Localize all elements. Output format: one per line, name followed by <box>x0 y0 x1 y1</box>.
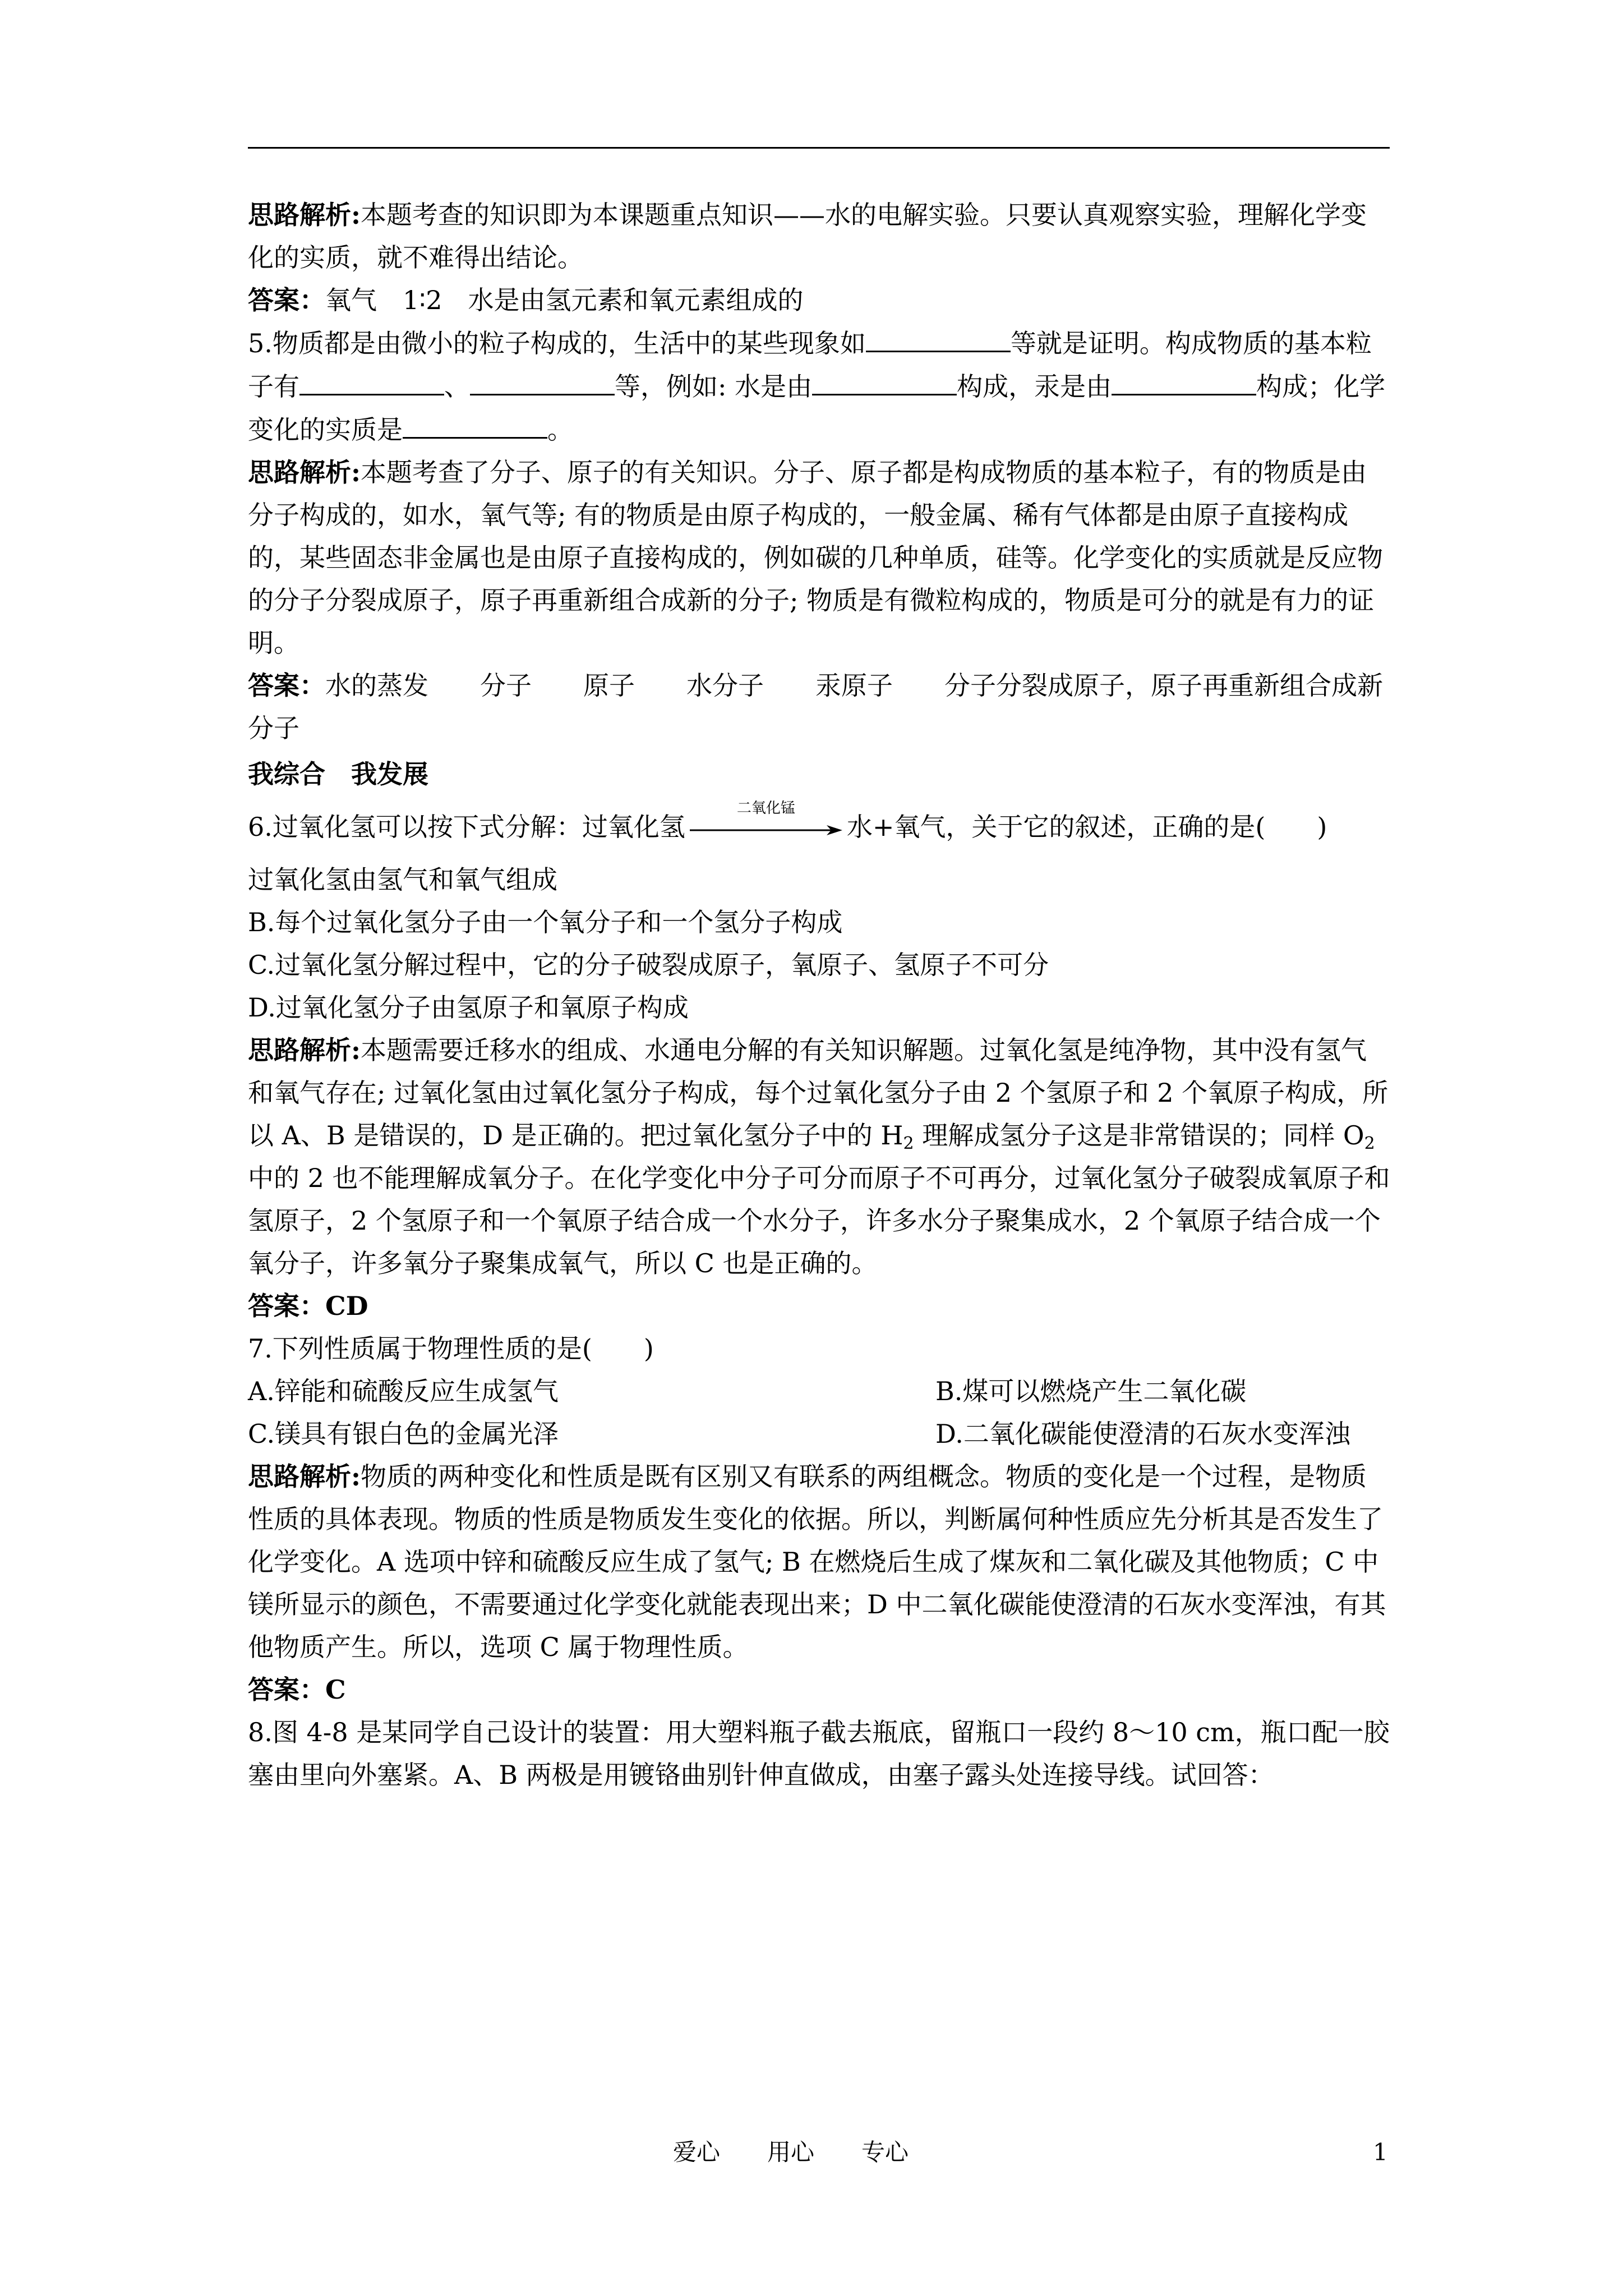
answer-value: 水分子 <box>686 670 764 701</box>
q5-text: 等就是证明。构成物质的基本粒子有 <box>248 328 1372 402</box>
q8-stem: 8.图 4-8 是某同学自己设计的装置：用大塑料瓶子截去瓶底，留瓶口一段约 8～10 cm，瓶口配一胶塞由里向外塞紧。A、B 两极是用镀铬曲别针伸直做成，由塞子露头处连接导线。试回答： <box>248 1717 1390 1790</box>
q7-stem: 7.下列性质属于物理性质的是( ) <box>248 1333 654 1364</box>
section-title: 我综合 我发展 <box>248 759 428 789</box>
answer-value: 1∶2 <box>403 285 442 315</box>
analysis-text: 本题考查了分子、原子的有关知识。分子、原子都是构成物质的基本粒子，有的物质是由分子构成的，如水，氧气等; 有的物质是由原子构成的，一般金属、稀有气体都是由原子直接构成的，某些固态非金属也是由原子直接构成的，例如碳的几种单质，硅等。化学变化的实质就是反应物的分子分裂成原子，原子再重新组合成新的分子; 物质是有微粒构成的，物质是可分的就是有力的证明。 <box>248 457 1383 658</box>
arrow-icon <box>689 823 843 837</box>
q7-analysis <box>248 1455 1392 1668</box>
q5-text: 5.物质都是由微小的粒子构成的，生活中的某些现象如 <box>248 328 866 358</box>
answer-value: 水是由氢元素和氧元素组成的 <box>468 285 804 315</box>
page-number: 1 <box>1373 2138 1388 2166</box>
q7-options-row <box>248 1370 1392 1412</box>
q7-option-b: B.煤可以燃烧产生二氧化碳 <box>935 1376 1247 1406</box>
fill-blank <box>1112 365 1256 395</box>
answer-label: 答案： <box>248 285 325 315</box>
q6-text: 水+氧气，关于它的叙述，正确的是( ) <box>846 812 1327 842</box>
footer-slogan: 爱心 用心 专心 <box>673 2138 909 2166</box>
analysis-label: 思路解析: <box>248 200 361 230</box>
reaction-arrow <box>689 800 843 841</box>
q6-text: 6.过氧化氢可以按下式分解：过氧化氢 <box>248 812 685 842</box>
analysis-label: 思路解析: <box>248 457 361 487</box>
q5-text: 。 <box>547 415 573 445</box>
fill-blank <box>403 408 547 439</box>
analysis-label: 思路解析: <box>248 1461 361 1492</box>
analysis-text: 本题考查的知识即为本课题重点知识——水的电解实验。只要认真观察实验，理解化学变化的实质，就不难得出结论。 <box>248 200 1367 273</box>
q6-option-d: D.过氧化氢分子由氢原子和氧原子构成 <box>248 992 689 1023</box>
fill-blank <box>866 321 1011 352</box>
fill-blank <box>812 365 957 395</box>
answer-label: 答案： <box>248 1674 325 1705</box>
analysis-text: 物质的两种变化和性质是既有区别又有联系的两组概念。物质的变化是一个过程，是物质性质的具体表现。物质的性质是物质发生变化的依据。所以，判断属何种性质应先分析其是否发生了化学变化。A 选项中锌和硫酸反应生成了氢气; B 在燃烧后生成了煤灰和二氧化碳及其他物质；C 中镁所显示的颜色，不需要通过化学变化就能表现出来；D 中二氧化碳能使澄清的石灰水变浑浊，有其他物质产生。所以，选项 C 属于物理性质。 <box>248 1461 1386 1662</box>
analysis-label: 思路解析: <box>248 1035 361 1065</box>
q5-answer <box>248 664 1392 749</box>
q5-text: 、 <box>444 371 470 402</box>
q6-analysis <box>248 1029 1392 1285</box>
answer-value: C <box>325 1674 346 1705</box>
document-body <box>248 194 1392 1796</box>
answer-label: 答案： <box>248 670 325 701</box>
analysis-text: 理解成氢分子这是非常错误的；同样 O <box>914 1120 1364 1151</box>
q5-text: 构成；化学变化的实质是 <box>248 371 1386 445</box>
q4-answer <box>248 279 1392 321</box>
q5-analysis <box>248 451 1392 664</box>
q7-answer <box>248 1668 1392 1711</box>
answer-value: 分子 <box>480 670 532 701</box>
header-rule <box>248 147 1390 149</box>
subscript: 2 <box>903 1134 914 1153</box>
answer-value: 分子分裂成原子，原子再重新组合成新分子 <box>248 670 1383 743</box>
q5-stem <box>248 321 1392 451</box>
q7-option-a: A.锌能和硫酸反应生成氢气 <box>248 1376 559 1406</box>
analysis-text: 中的 2 也不能理解成氧分子。在化学变化中分子可分而原子不可再分，过氧化氢分子破裂成氧原子和氢原子，2 个氢原子和一个氧原子结合成一个水分子，许多水分子聚集成水，2 个氧原子结合成一个氧分子，许多氧分子聚集成氧气，所以 C 也是正确的。 <box>248 1163 1390 1278</box>
answer-value: 水的蒸发 <box>325 670 428 701</box>
q6-option-b: B.每个过氧化氢分子由一个氧分子和一个氢分子构成 <box>248 907 843 937</box>
q7-option-d: D.二氧化碳能使澄清的石灰水变浑浊 <box>935 1419 1350 1449</box>
q5-text: 构成，汞是由 <box>957 371 1112 402</box>
fill-blank <box>299 365 444 395</box>
q6-stem <box>248 800 1392 848</box>
answer-value: 汞原子 <box>815 670 893 701</box>
q7-options-row <box>248 1412 1392 1455</box>
answer-value: 原子 <box>583 670 635 701</box>
analysis-text: 本题需要迁移水的组成、水通电分解的有关知识解题。过氧化氢是纯净物，其中没有氢气和氧气存在; 过氧化氢由过氧化氢分子构成，每个过氧化氢分子由 2 个氢原子和 2 个氧原子构成，所以 A、B 是错误的，D 是正确的。把过氧化氢分子中的 H <box>248 1035 1389 1151</box>
q4-analysis <box>248 194 1392 279</box>
answer-value: 氧气 <box>325 285 377 315</box>
catalyst-label: 二氧化锰 <box>736 800 795 817</box>
q6-option-c: C.过氧化氢分解过程中，它的分子破裂成原子，氧原子、氢原子不可分 <box>248 950 1049 980</box>
answer-label: 答案： <box>248 1291 325 1321</box>
q6-answer <box>248 1285 1392 1327</box>
answer-value: CD <box>325 1291 368 1321</box>
q7-option-c: C.镁具有银白色的金属光泽 <box>248 1419 559 1449</box>
q5-text: 等，例如: 水是由 <box>615 371 813 402</box>
fill-blank <box>470 365 615 395</box>
subscript: 2 <box>1364 1134 1375 1153</box>
q6-option-a: 过氧化氢由氢气和氧气组成 <box>248 864 557 895</box>
